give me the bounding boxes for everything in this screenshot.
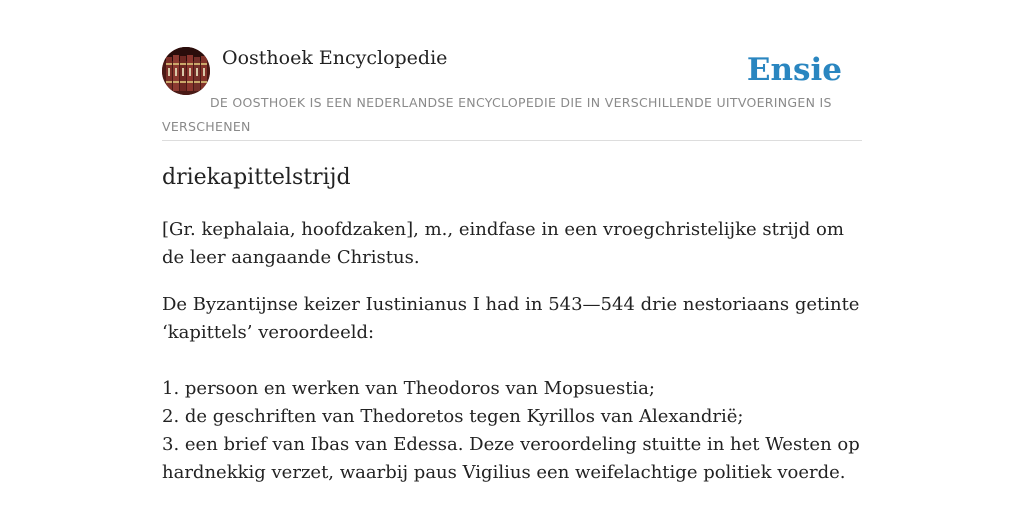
site-header — [162, 46, 862, 141]
site-tagline: DE OOSTHOEK IS EEN NEDERLANDSE ENCYCLOPEDIE DIE IN VERSCHILLENDE UITVOERINGEN IS VERSCHENEN — [162, 95, 832, 134]
encyclopedia-books-icon[interactable] — [162, 47, 210, 95]
brand-logo[interactable]: Ensie — [746, 52, 842, 88]
list-item: 1. persoon en werken van Theodoros van Mopsuestia; — [162, 378, 655, 399]
article-title: driekapittelstrijd — [162, 165, 351, 190]
list-item: 2. de geschriften van Thedoretos tegen Kyrillos van Alexandrië; — [162, 406, 744, 427]
article-paragraph: [Gr. kephalaia, hoofdzaken], m., eindfase in een vroegchristelijke strijd om de leer aangaande Christus. — [162, 219, 844, 268]
list-item: 3. een brief van Ibas van Edessa. Deze veroordeling stuitte in het Westen op hardnekkig verzet, waarbij paus Vigilius een weifelachtige politiek voerde. — [162, 434, 860, 483]
site-name[interactable]: Oosthoek Encyclopedie — [222, 47, 448, 69]
article — [162, 160, 862, 487]
article-paragraph: De Byzantijnse keizer Iustinianus I had in 543—544 drie nestoriaans getinte ‘kapittels’ veroordeeld: — [162, 294, 860, 343]
article-list — [162, 375, 862, 487]
